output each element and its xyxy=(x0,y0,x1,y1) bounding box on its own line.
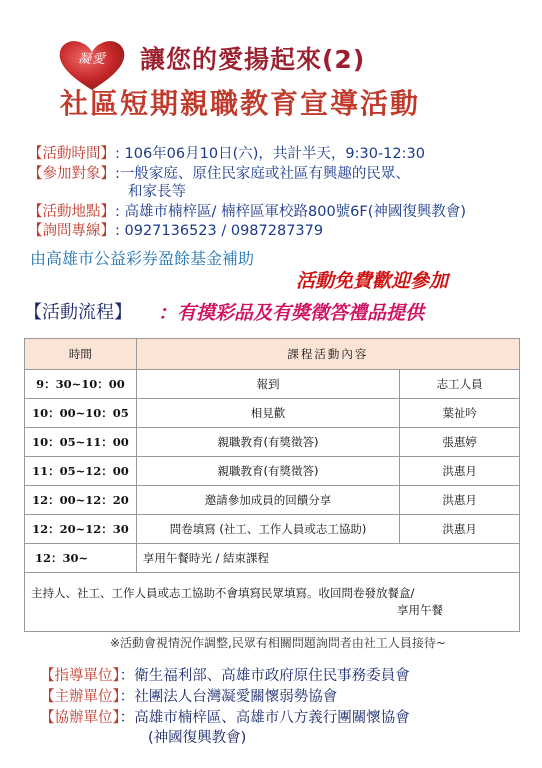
subsidy-text: 由高雄市公益彩券盈餘基金補助 xyxy=(30,249,255,268)
row-time: 11：05~12：00 xyxy=(25,457,137,486)
info-audience xyxy=(28,162,410,183)
table-row xyxy=(25,428,520,457)
info-time xyxy=(28,142,425,163)
row-person: 葉祉吟 xyxy=(400,399,520,428)
org-label: 【指導單位】 xyxy=(40,668,120,684)
info-label: 【詢問專線】 xyxy=(28,223,115,239)
heart-logo-text: 凝愛 xyxy=(77,52,106,67)
row-content: 邀請參加成員的回饋分享 xyxy=(136,486,399,515)
info-label: 【活動地點】 xyxy=(28,204,115,220)
info-value: : 0927136523 / 0987287379 xyxy=(115,223,324,239)
schedule-table xyxy=(24,338,520,632)
disclaimer-text: ※活動會視情況作調整,民眾有相關問題詢問者由社工人員接待~ xyxy=(110,636,446,650)
org-value: ：高雄市楠梓區、高雄市八方義行團關懷協會 xyxy=(119,710,410,726)
row-time: 12：30~ xyxy=(25,544,137,573)
org-co-host-cont xyxy=(148,726,246,747)
row-person: 志工人員 xyxy=(400,370,520,399)
row-time: 10：00~10：05 xyxy=(25,399,137,428)
table-row xyxy=(25,399,520,428)
row-time: 12：20~12：30 xyxy=(25,515,137,544)
title-line-2: 社區短期親職教育宣導活動 xyxy=(60,87,421,120)
row-time: 12：00~12：20 xyxy=(25,486,137,515)
table-row xyxy=(25,486,520,515)
info-label: 【參加對象】 xyxy=(28,166,115,182)
row-content: 親職教育(有獎徵答) xyxy=(136,428,399,457)
row-content: 問卷填寫 (社工、工作人員或志工協助) xyxy=(136,515,399,544)
table-note xyxy=(25,573,520,632)
row-content: 相見歡 xyxy=(136,399,399,428)
info-audience-cont xyxy=(128,180,186,201)
info-value: : 106年06月10日(六)，共計半天，9:30-12:30 xyxy=(115,146,425,162)
info-phone xyxy=(28,219,323,240)
org-label: 【協辦單位】 xyxy=(40,710,120,726)
info-location xyxy=(28,200,466,221)
info-value: : 高雄市楠梓區/ 楠梓區軍校路800號6F(神國復興教會) xyxy=(115,204,467,220)
row-person: 洪惠月 xyxy=(400,515,520,544)
row-content: 親職教育(有獎徵答) xyxy=(136,457,399,486)
org-value: ：衛生福利部、高雄市政府原住民事務委員會 xyxy=(119,668,410,684)
table-row xyxy=(25,457,520,486)
flow-value: ：有摸彩品及有獎徵答禮品提供 xyxy=(158,302,425,324)
table-row xyxy=(25,544,520,573)
row-time: 10：05~11：00 xyxy=(25,428,137,457)
row-time: 9：30~10：00 xyxy=(25,370,137,399)
table-row xyxy=(25,515,520,544)
org-value: ：社團法人台灣凝愛關懷弱勢協會 xyxy=(119,689,338,705)
row-content: 報到 xyxy=(136,370,399,399)
table-row xyxy=(25,370,520,399)
org-label: 【主辦單位】 xyxy=(40,689,120,705)
title-line-1: 讓您的愛揚起來(2) xyxy=(140,45,366,74)
info-label: 【活動時間】 xyxy=(28,146,115,162)
note-line-1: 主持人、社工、工作人員或志工協助不會填寫民眾填寫。收回問卷發放餐盒/ xyxy=(31,586,415,600)
table-header-row xyxy=(25,339,520,370)
table-note-row xyxy=(25,573,520,632)
row-content: 享用午餐時光 / 結束課程 xyxy=(136,544,519,573)
note-line-2: 享用午餐 xyxy=(397,603,443,617)
org-co-host xyxy=(40,706,410,727)
flow-label: 【活動流程】 xyxy=(24,302,132,323)
org-value: (神國復興教會) xyxy=(148,730,247,746)
org-host xyxy=(40,685,337,706)
header-time: 時間 xyxy=(25,339,137,370)
row-person: 洪惠月 xyxy=(400,486,520,515)
row-person: 洪惠月 xyxy=(400,457,520,486)
info-value: :一般家庭、原住民家庭或社區有興趣的民眾、 xyxy=(115,166,410,182)
org-guiding xyxy=(40,664,410,685)
free-admission-text: 活動免費歡迎參加 xyxy=(296,270,449,292)
row-person: 張惠婷 xyxy=(400,428,520,457)
info-value: 和家長等 xyxy=(128,184,186,200)
header-content: 課程活動內容 xyxy=(136,339,519,370)
